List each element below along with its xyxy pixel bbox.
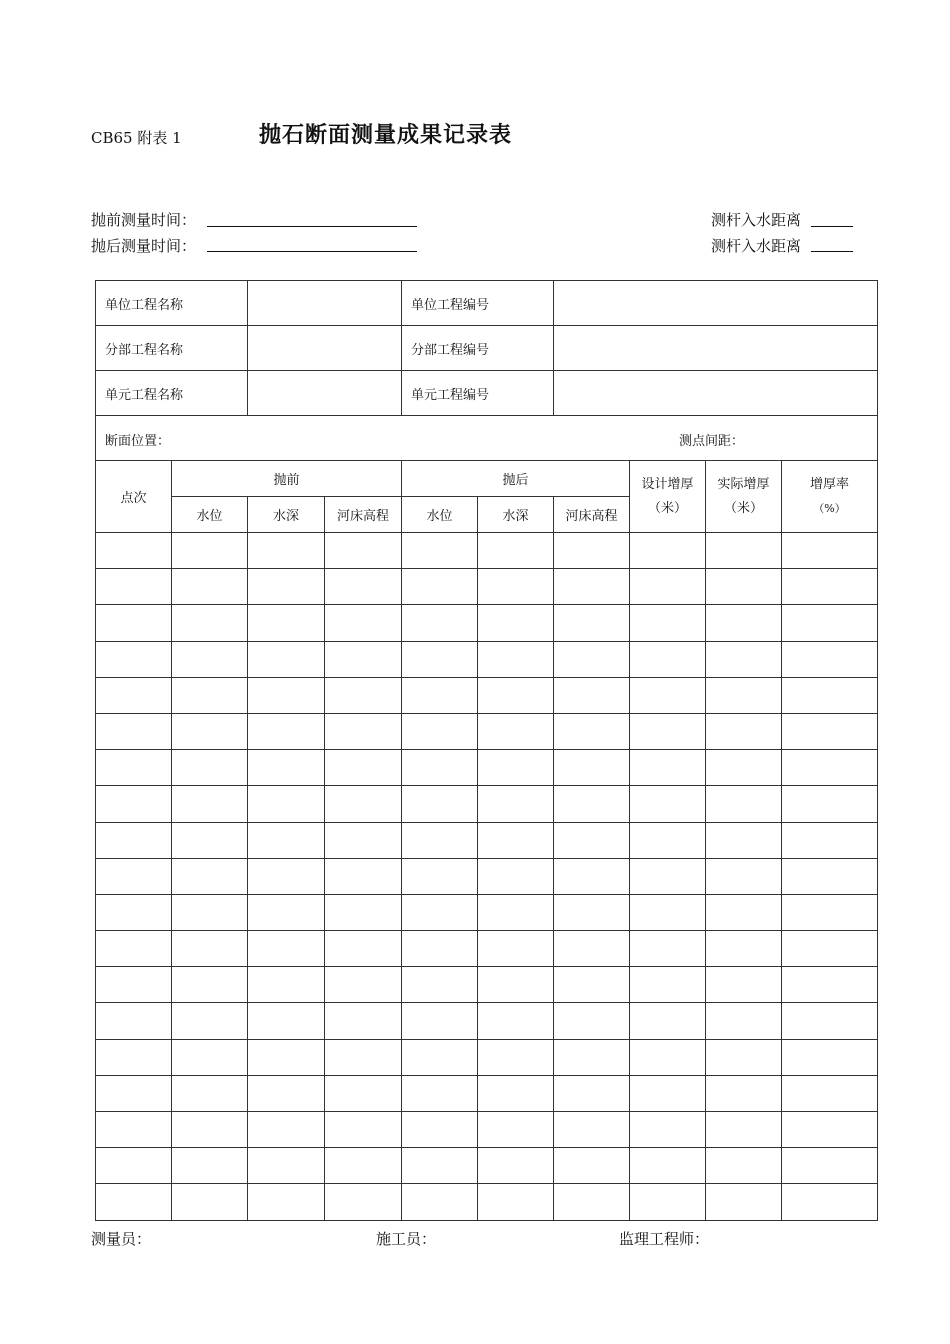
table-cell[interactable]	[782, 858, 878, 894]
rate-header	[782, 461, 878, 533]
table-cell[interactable]	[782, 750, 878, 786]
table-cell[interactable]	[478, 1075, 554, 1111]
table-cell[interactable]	[782, 1039, 878, 1075]
part-code-cell[interactable]	[554, 326, 878, 371]
table-cell[interactable]	[478, 605, 554, 641]
table-cell[interactable]	[478, 677, 554, 713]
table-cell[interactable]	[478, 750, 554, 786]
table-cell[interactable]	[706, 894, 782, 930]
table-cell[interactable]	[248, 605, 325, 641]
table-cell[interactable]	[248, 822, 325, 858]
table-row	[96, 533, 878, 569]
table-cell[interactable]	[706, 1148, 782, 1184]
table-cell[interactable]	[325, 569, 402, 605]
table-cell[interactable]	[706, 605, 782, 641]
table-row	[96, 1112, 878, 1148]
table-cell[interactable]	[554, 786, 630, 822]
before-header: 抛前	[172, 461, 402, 497]
table-cell[interactable]	[96, 858, 172, 894]
table-cell[interactable]	[782, 894, 878, 930]
table-cell[interactable]	[706, 858, 782, 894]
table-cell[interactable]	[402, 677, 478, 713]
table-cell[interactable]	[402, 1184, 478, 1220]
table-cell[interactable]	[782, 931, 878, 967]
table-cell[interactable]	[325, 822, 402, 858]
table-cell[interactable]	[478, 931, 554, 967]
table-cell[interactable]	[325, 858, 402, 894]
table-cell[interactable]	[402, 713, 478, 749]
table-cell[interactable]	[248, 641, 325, 677]
table-cell[interactable]	[630, 677, 706, 713]
table-cell[interactable]	[478, 967, 554, 1003]
table-cell[interactable]	[325, 677, 402, 713]
table-cell[interactable]	[478, 786, 554, 822]
table-cell[interactable]	[478, 569, 554, 605]
table-cell[interactable]	[325, 1003, 402, 1039]
table-cell[interactable]	[554, 1039, 630, 1075]
table-row	[96, 931, 878, 967]
after-water-depth-header: 水深	[478, 497, 554, 533]
table-cell[interactable]	[554, 822, 630, 858]
table-cell[interactable]	[402, 750, 478, 786]
part-name-cell[interactable]	[248, 326, 402, 371]
table-cell[interactable]	[478, 1039, 554, 1075]
table-cell[interactable]	[478, 1148, 554, 1184]
table-row	[96, 605, 878, 641]
section-position-label: 断面位置：	[105, 434, 171, 449]
table-cell[interactable]	[630, 1112, 706, 1148]
table-row	[96, 894, 878, 930]
table-cell[interactable]	[706, 822, 782, 858]
table-cell[interactable]	[478, 1112, 554, 1148]
table-cell[interactable]	[706, 967, 782, 1003]
table-cell[interactable]	[782, 533, 878, 569]
table-cell[interactable]	[402, 858, 478, 894]
table-cell[interactable]	[630, 533, 706, 569]
table-cell[interactable]	[248, 858, 325, 894]
table-cell[interactable]	[782, 822, 878, 858]
table-cell[interactable]	[554, 605, 630, 641]
table-cell[interactable]	[706, 1112, 782, 1148]
table-cell[interactable]	[248, 1148, 325, 1184]
table-cell[interactable]	[554, 931, 630, 967]
table-cell[interactable]	[325, 533, 402, 569]
design-thickness-unit: （米）	[648, 500, 688, 516]
table-cell[interactable]	[172, 931, 248, 967]
table-cell[interactable]	[96, 533, 172, 569]
table-cell[interactable]	[630, 931, 706, 967]
table-row	[96, 677, 878, 713]
table-cell[interactable]	[96, 1112, 172, 1148]
table-cell[interactable]	[248, 1112, 325, 1148]
table-cell[interactable]	[706, 533, 782, 569]
table-cell[interactable]	[554, 858, 630, 894]
document-title: 抛石断面测量成果记录表	[259, 122, 513, 148]
table-row	[96, 1148, 878, 1184]
table-cell[interactable]	[630, 1003, 706, 1039]
table-cell[interactable]	[96, 894, 172, 930]
table-cell[interactable]	[172, 1148, 248, 1184]
table-cell[interactable]	[630, 1039, 706, 1075]
table-cell[interactable]	[172, 786, 248, 822]
constructor-label: 施工员：	[376, 1230, 437, 1248]
table-row	[96, 750, 878, 786]
unit-name-label: 单位工程名称	[96, 281, 248, 326]
table-cell[interactable]	[325, 605, 402, 641]
element-name-label: 单元工程名称	[96, 371, 248, 416]
part-project-row	[96, 326, 878, 371]
table-cell[interactable]	[96, 569, 172, 605]
table-cell[interactable]	[402, 967, 478, 1003]
table-cell[interactable]	[554, 1075, 630, 1111]
table-cell[interactable]	[782, 1112, 878, 1148]
unit-name-cell[interactable]	[248, 281, 402, 326]
point-spacing-label: 测点间距：	[679, 434, 745, 449]
table-cell[interactable]	[172, 569, 248, 605]
table-cell[interactable]	[325, 894, 402, 930]
before-water-depth-header: 水深	[248, 497, 325, 533]
part-name-label: 分部工程名称	[96, 326, 248, 371]
table-cell[interactable]	[172, 1039, 248, 1075]
rod-distance-blank-2[interactable]	[811, 251, 853, 252]
table-cell[interactable]	[554, 1184, 630, 1220]
table-cell[interactable]	[325, 1148, 402, 1184]
table-cell[interactable]	[402, 1003, 478, 1039]
table-cell[interactable]	[478, 1003, 554, 1039]
actual-thickness-label: 实际增厚	[717, 476, 770, 492]
table-cell[interactable]	[402, 1112, 478, 1148]
unit-code-cell[interactable]	[554, 281, 878, 326]
table-cell[interactable]	[325, 713, 402, 749]
table-cell[interactable]	[402, 822, 478, 858]
table-cell[interactable]	[248, 931, 325, 967]
table-cell[interactable]	[172, 1184, 248, 1220]
table-cell[interactable]	[172, 641, 248, 677]
table-row	[96, 786, 878, 822]
table-cell[interactable]	[172, 677, 248, 713]
part-code-label: 分部工程编号	[402, 326, 554, 371]
table-cell[interactable]	[96, 1003, 172, 1039]
table-row	[96, 1184, 878, 1220]
table-cell[interactable]	[325, 750, 402, 786]
table-cell[interactable]	[630, 822, 706, 858]
after-header: 抛后	[402, 461, 630, 497]
table-cell[interactable]	[172, 1075, 248, 1111]
rod-distance-label-1: 测杆入水距离	[711, 211, 802, 229]
rod-distance-label-2: 测杆入水距离	[711, 237, 802, 255]
table-cell[interactable]	[248, 533, 325, 569]
supervisor-label: 监理工程师：	[619, 1230, 710, 1248]
table-row	[96, 967, 878, 1003]
table-cell[interactable]	[248, 967, 325, 1003]
form-code: CB65 附表 1	[91, 129, 182, 147]
table-cell[interactable]	[96, 931, 172, 967]
table-cell[interactable]	[248, 786, 325, 822]
section-info-row	[96, 416, 878, 461]
table-cell[interactable]	[172, 605, 248, 641]
table-cell[interactable]	[325, 1112, 402, 1148]
table-cell[interactable]	[96, 1184, 172, 1220]
table-cell[interactable]	[630, 605, 706, 641]
table-cell[interactable]	[630, 569, 706, 605]
table-cell[interactable]	[706, 1075, 782, 1111]
table-cell[interactable]	[325, 967, 402, 1003]
after-time-blank[interactable]	[207, 251, 417, 252]
before-time-label: 抛前测量时间：	[91, 211, 197, 229]
table-cell[interactable]	[478, 1184, 554, 1220]
table-cell[interactable]	[782, 1184, 878, 1220]
table-cell[interactable]	[172, 750, 248, 786]
table-cell[interactable]	[782, 1148, 878, 1184]
table-row	[96, 822, 878, 858]
table-cell[interactable]	[325, 641, 402, 677]
table-cell[interactable]	[402, 641, 478, 677]
table-row	[96, 1039, 878, 1075]
table-cell[interactable]	[248, 677, 325, 713]
table-cell[interactable]	[96, 1039, 172, 1075]
element-code-label: 单元工程编号	[402, 371, 554, 416]
table-cell[interactable]	[402, 1039, 478, 1075]
table-cell[interactable]	[325, 1075, 402, 1111]
table-cell[interactable]	[172, 858, 248, 894]
table-cell[interactable]	[630, 641, 706, 677]
design-thickness-header	[630, 461, 706, 533]
table-cell[interactable]	[554, 641, 630, 677]
table-cell[interactable]	[248, 1003, 325, 1039]
surveyor-label: 测量员：	[91, 1230, 152, 1248]
table-cell[interactable]	[706, 931, 782, 967]
table-cell[interactable]	[172, 1003, 248, 1039]
table-cell[interactable]	[782, 641, 878, 677]
element-name-cell[interactable]	[248, 371, 402, 416]
table-cell[interactable]	[402, 1075, 478, 1111]
table-cell[interactable]	[630, 1075, 706, 1111]
table-cell[interactable]	[325, 1039, 402, 1075]
table-cell[interactable]	[248, 1039, 325, 1075]
table-cell[interactable]	[706, 750, 782, 786]
table-row	[96, 1075, 878, 1111]
table-cell[interactable]	[325, 786, 402, 822]
table-cell[interactable]	[630, 1184, 706, 1220]
table-cell[interactable]	[706, 1039, 782, 1075]
table-cell[interactable]	[782, 786, 878, 822]
table-cell[interactable]	[554, 713, 630, 749]
table-cell[interactable]	[706, 569, 782, 605]
table-cell[interactable]	[630, 967, 706, 1003]
table-cell[interactable]	[554, 1112, 630, 1148]
table-cell[interactable]	[554, 750, 630, 786]
rate-unit: （%）	[813, 501, 846, 515]
table-cell[interactable]	[96, 1148, 172, 1184]
table-cell[interactable]	[96, 641, 172, 677]
table-cell[interactable]	[248, 1075, 325, 1111]
table-cell[interactable]	[402, 569, 478, 605]
table-cell[interactable]	[554, 1148, 630, 1184]
after-bed-elevation-header: 河床高程	[554, 497, 630, 533]
table-row	[96, 713, 878, 749]
table-cell[interactable]	[172, 533, 248, 569]
table-cell[interactable]	[248, 1184, 325, 1220]
table-cell[interactable]	[96, 822, 172, 858]
table-cell[interactable]	[402, 894, 478, 930]
table-cell[interactable]	[248, 569, 325, 605]
table-row	[96, 569, 878, 605]
table-cell[interactable]	[325, 1184, 402, 1220]
unit-project-row	[96, 281, 878, 326]
unit-code-label: 单位工程编号	[402, 281, 554, 326]
table-cell[interactable]	[630, 786, 706, 822]
table-cell[interactable]	[782, 1075, 878, 1111]
element-project-row	[96, 371, 878, 416]
table-cell[interactable]	[402, 605, 478, 641]
table-cell[interactable]	[782, 713, 878, 749]
table-cell[interactable]	[478, 822, 554, 858]
table-cell[interactable]	[478, 641, 554, 677]
table-cell[interactable]	[782, 569, 878, 605]
table-cell[interactable]	[630, 713, 706, 749]
table-row	[96, 858, 878, 894]
rate-label: 增厚率	[810, 476, 850, 492]
after-water-level-header: 水位	[402, 497, 478, 533]
table-cell[interactable]	[172, 967, 248, 1003]
table-cell[interactable]	[706, 677, 782, 713]
survey-record-table	[95, 280, 878, 1221]
before-bed-elevation-header: 河床高程	[325, 497, 402, 533]
table-cell[interactable]	[478, 533, 554, 569]
before-water-level-header: 水位	[172, 497, 248, 533]
table-cell[interactable]	[402, 533, 478, 569]
table-cell[interactable]	[478, 858, 554, 894]
table-cell[interactable]	[96, 750, 172, 786]
table-cell[interactable]	[96, 713, 172, 749]
section-info-cell[interactable]	[96, 416, 878, 461]
table-cell[interactable]	[706, 786, 782, 822]
table-cell[interactable]	[554, 894, 630, 930]
table-cell[interactable]	[402, 931, 478, 967]
table-cell[interactable]	[172, 1112, 248, 1148]
table-cell[interactable]	[172, 894, 248, 930]
table-cell[interactable]	[96, 605, 172, 641]
design-thickness-label: 设计增厚	[641, 476, 694, 492]
before-time-blank[interactable]	[207, 226, 417, 227]
table-cell[interactable]	[630, 858, 706, 894]
table-cell[interactable]	[782, 1003, 878, 1039]
element-code-cell[interactable]	[554, 371, 878, 416]
after-time-label: 抛后测量时间：	[91, 237, 197, 255]
table-cell[interactable]	[172, 822, 248, 858]
point-header: 点次	[96, 461, 172, 533]
table-cell[interactable]	[706, 641, 782, 677]
table-cell[interactable]	[554, 1003, 630, 1039]
table-cell[interactable]	[706, 1184, 782, 1220]
table-cell[interactable]	[554, 677, 630, 713]
table-cell[interactable]	[96, 967, 172, 1003]
table-cell[interactable]	[96, 677, 172, 713]
table-cell[interactable]	[478, 713, 554, 749]
table-cell[interactable]	[554, 967, 630, 1003]
table-cell[interactable]	[630, 1148, 706, 1184]
table-cell[interactable]	[706, 1003, 782, 1039]
table-cell[interactable]	[248, 713, 325, 749]
table-cell[interactable]	[325, 931, 402, 967]
table-cell[interactable]	[96, 1075, 172, 1111]
table-cell[interactable]	[782, 967, 878, 1003]
actual-thickness-unit: （米）	[724, 500, 764, 516]
table-cell[interactable]	[248, 750, 325, 786]
table-cell[interactable]	[172, 713, 248, 749]
table-cell[interactable]	[402, 786, 478, 822]
table-cell[interactable]	[706, 713, 782, 749]
table-cell[interactable]	[248, 894, 325, 930]
table-cell[interactable]	[782, 677, 878, 713]
actual-thickness-header	[706, 461, 782, 533]
table-cell[interactable]	[478, 894, 554, 930]
table-header-row	[96, 461, 878, 497]
table-cell[interactable]	[96, 786, 172, 822]
table-cell[interactable]	[630, 894, 706, 930]
table-cell[interactable]	[554, 569, 630, 605]
table-cell[interactable]	[402, 1148, 478, 1184]
table-cell[interactable]	[630, 750, 706, 786]
rod-distance-blank-1[interactable]	[811, 226, 853, 227]
table-cell[interactable]	[782, 605, 878, 641]
table-cell[interactable]	[554, 533, 630, 569]
table-row	[96, 641, 878, 677]
table-row	[96, 1003, 878, 1039]
